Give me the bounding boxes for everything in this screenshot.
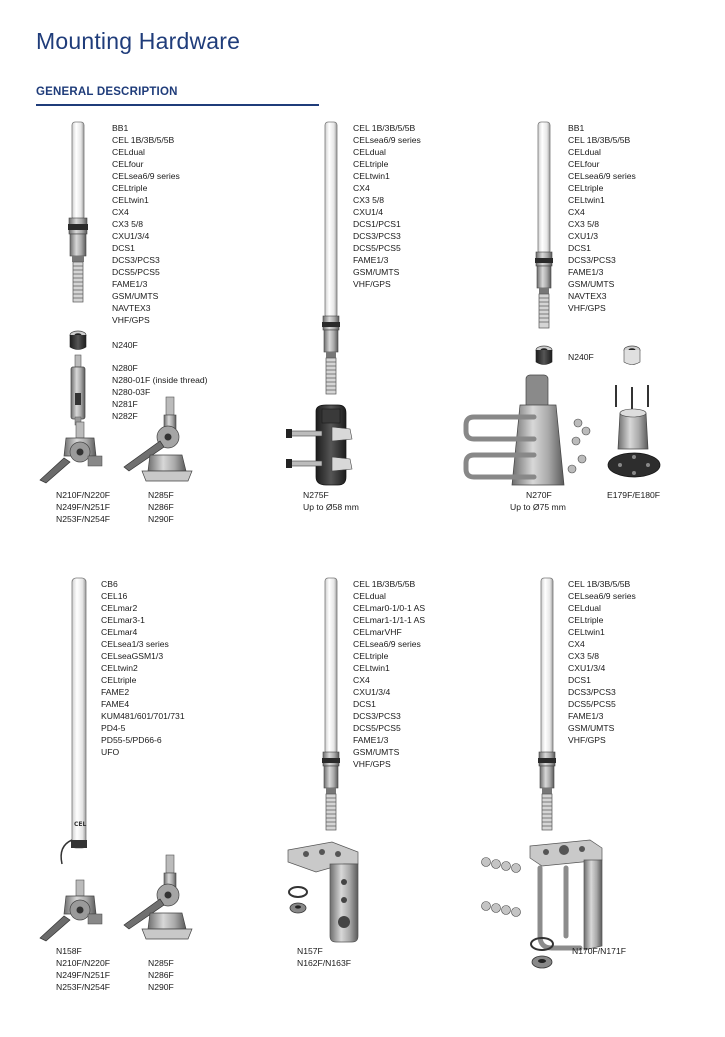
antenna-model: DCS1 bbox=[112, 243, 135, 253]
antenna-model: VHF/GPS bbox=[353, 279, 391, 289]
antenna-model: CELsea6/9 series bbox=[353, 135, 421, 145]
antenna-model: DCS3/PCS3 bbox=[568, 687, 616, 697]
antenna-model: CELfour bbox=[112, 159, 144, 169]
antenna-model: CELtriple bbox=[353, 651, 389, 661]
antenna-illustration bbox=[529, 122, 559, 332]
mount-model: N210F/N220F bbox=[56, 958, 110, 968]
antenna-model-list bbox=[112, 122, 180, 326]
antenna-model: FAME1/3 bbox=[353, 735, 389, 745]
antenna-model: CELtriple bbox=[101, 675, 137, 685]
antenna-model: CXU1/3/4 bbox=[112, 231, 150, 241]
antenna-model: VHF/GPS bbox=[112, 315, 150, 325]
antenna-model: CEL16 bbox=[101, 591, 128, 601]
mount-model: N253F/N254F bbox=[56, 982, 110, 992]
antenna-model: CXU1/3/4 bbox=[353, 687, 391, 697]
antenna-model: CELtriple bbox=[568, 183, 604, 193]
mount-a-label bbox=[510, 489, 566, 513]
mount-model: N249F/N251F bbox=[56, 502, 110, 512]
antenna-model: CELdual bbox=[353, 147, 386, 157]
antenna-model: BB1 bbox=[568, 123, 585, 133]
mount-model: N162F/N163F bbox=[297, 958, 351, 968]
antenna-illustration bbox=[532, 578, 562, 834]
mount-model: N210F/N220F bbox=[56, 490, 110, 500]
antenna-model: KUM481/601/701/731 bbox=[101, 711, 185, 721]
flagpole-bracket-illustration bbox=[120, 397, 194, 485]
antenna-illustration bbox=[316, 122, 346, 398]
mount-model: N158F bbox=[56, 946, 82, 956]
mount-model: N249F/N251F bbox=[56, 970, 110, 980]
antenna-model: CX4 bbox=[353, 675, 370, 685]
antenna-model: CELtriple bbox=[112, 183, 148, 193]
ratchet-mount-illustration bbox=[36, 422, 116, 484]
antenna-model: DCS5/PCS5 bbox=[112, 267, 160, 277]
mount-model: N286F bbox=[148, 970, 174, 980]
antenna-model: CEL 1B/3B/5/5B bbox=[112, 135, 175, 145]
mount-note: Up to Ø58 mm bbox=[303, 502, 359, 512]
antenna-model: VHF/GPS bbox=[353, 759, 391, 769]
antenna-model: CELmar1-1/1-1 AS bbox=[353, 615, 426, 625]
antenna-model: CELtwin1 bbox=[568, 627, 605, 637]
antenna-model: CELmarVHF bbox=[353, 627, 402, 637]
antenna-model: FAME1/3 bbox=[568, 267, 604, 277]
antenna-model: CELmar4 bbox=[101, 627, 138, 637]
page-title: Mounting Hardware bbox=[36, 28, 241, 54]
antenna-model: CX4 bbox=[568, 207, 585, 217]
antenna-model: DCS3/PCS3 bbox=[112, 255, 160, 265]
mount-a-label bbox=[56, 945, 110, 993]
antenna-model: DCS5/PCS5 bbox=[353, 243, 401, 253]
antenna-model-list bbox=[353, 578, 425, 770]
mount-model: N157F bbox=[297, 946, 323, 956]
adapter-label: N240F bbox=[568, 352, 594, 362]
antenna-model: CELmar3-1 bbox=[101, 615, 145, 625]
mount-model: N170F/N171F bbox=[572, 946, 626, 956]
antenna-model: DCS1 bbox=[568, 675, 591, 685]
antenna-model: CELsea1/3 series bbox=[101, 639, 169, 649]
antenna-model: PD55-5/PD66-6 bbox=[101, 735, 162, 745]
antenna-illustration bbox=[56, 578, 96, 868]
antenna-model: CELsea6/9 series bbox=[112, 171, 180, 181]
antenna-model-list bbox=[353, 122, 421, 290]
adapter-nut-illustration bbox=[622, 345, 642, 367]
antenna-model: DCS5/PCS5 bbox=[568, 699, 616, 709]
antenna-model: CELtwin1 bbox=[353, 663, 390, 673]
antenna-illustration bbox=[316, 578, 346, 834]
antenna-model: PD4-5 bbox=[101, 723, 126, 733]
antenna-model: NAVTEX3 bbox=[568, 291, 607, 301]
antenna-model: VHF/GPS bbox=[568, 735, 606, 745]
deck-mount-illustration bbox=[606, 385, 662, 481]
antenna-model: CELtriple bbox=[353, 159, 389, 169]
adapter-nut-illustration bbox=[68, 330, 88, 352]
antenna-model: CELseaGSM1/3 bbox=[101, 651, 164, 661]
mount-model: E179F/E180F bbox=[607, 490, 661, 500]
antenna-model: DCS3/PCS3 bbox=[568, 255, 616, 265]
adapter-label: N240F bbox=[112, 340, 138, 350]
adapter-model: N280F bbox=[112, 363, 138, 373]
flagpole-bracket-illustration bbox=[120, 855, 194, 943]
heading-rule bbox=[36, 104, 319, 106]
mount-model: N285F bbox=[148, 958, 174, 968]
antenna-model: CX3 5/8 bbox=[353, 195, 385, 205]
antenna-model: CX4 bbox=[112, 207, 129, 217]
antenna-model: CEL 1B/3B/5/5B bbox=[568, 135, 631, 145]
antenna-model: CELtwin1 bbox=[568, 195, 605, 205]
rail-mount-illustration bbox=[286, 405, 356, 485]
antenna-model-list bbox=[568, 578, 636, 746]
antenna-model: CX4 bbox=[568, 639, 585, 649]
antenna-model: GSM/UMTS bbox=[112, 291, 159, 301]
antenna-model: FAME1/3 bbox=[112, 279, 148, 289]
antenna-model: CELsea6/9 series bbox=[568, 171, 636, 181]
antenna-model: FAME1/3 bbox=[353, 255, 389, 265]
ratchet-mount-illustration bbox=[36, 880, 116, 942]
mount-label bbox=[572, 945, 626, 957]
adapter-model: N280-01F (inside thread) bbox=[112, 375, 208, 385]
antenna-model: CEL 1B/3B/5/5B bbox=[353, 123, 416, 133]
antenna-model: DCS3/PCS3 bbox=[353, 711, 401, 721]
antenna-model: GSM/UMTS bbox=[353, 267, 400, 277]
mount-model: N290F bbox=[148, 514, 174, 524]
adapter-model: N282F bbox=[112, 411, 138, 421]
antenna-model: CELdual bbox=[353, 591, 386, 601]
antenna-model: CELfour bbox=[568, 159, 600, 169]
antenna-model: CX3 5/8 bbox=[568, 219, 600, 229]
antenna-model: DCS1/PCS1 bbox=[353, 219, 401, 229]
mount-model: N290F bbox=[148, 982, 174, 992]
mount-model: N285F bbox=[148, 490, 174, 500]
antenna-model-list bbox=[568, 122, 636, 314]
antenna-model: FAME4 bbox=[101, 699, 130, 709]
antenna-model: DCS3/PCS3 bbox=[353, 231, 401, 241]
antenna-model: GSM/UMTS bbox=[353, 747, 400, 757]
antenna-model: CXU1/3/4 bbox=[568, 663, 606, 673]
antenna-model: CXU1/3 bbox=[568, 231, 599, 241]
antenna-model: CXU1/4 bbox=[353, 207, 384, 217]
angle-bracket-illustration bbox=[284, 842, 364, 942]
antenna-illustration bbox=[62, 122, 96, 307]
mount-a-label bbox=[56, 489, 110, 525]
antenna-model: CELdual bbox=[112, 147, 145, 157]
mount-b-label bbox=[607, 489, 660, 501]
antenna-model: FAME1/3 bbox=[568, 711, 604, 721]
mount-label bbox=[303, 489, 359, 513]
antenna-model: CELdual bbox=[568, 147, 601, 157]
mount-b-label bbox=[148, 489, 174, 525]
mount-model: N286F bbox=[148, 502, 174, 512]
antenna-model: CELmar0-1/0-1 AS bbox=[353, 603, 426, 613]
mast-clamp-illustration bbox=[464, 375, 604, 487]
antenna-model: DCS5/PCS5 bbox=[353, 723, 401, 733]
antenna-model: NAVTEX3 bbox=[112, 303, 151, 313]
antenna-model: CELmar2 bbox=[101, 603, 138, 613]
antenna-model: CX3 5/8 bbox=[112, 219, 144, 229]
antenna-model: DCS1 bbox=[353, 699, 376, 709]
antenna-model: CB6 bbox=[101, 579, 118, 589]
antenna-model: GSM/UMTS bbox=[568, 723, 615, 733]
antenna-model: CELtriple bbox=[568, 615, 604, 625]
antenna-model: CELsea6/9 series bbox=[568, 591, 636, 601]
antenna-brand: CEL bbox=[74, 821, 87, 828]
antenna-model-list bbox=[101, 578, 185, 758]
mount-model: N253F/N254F bbox=[56, 514, 110, 524]
mount-note: Up to Ø75 mm bbox=[510, 502, 566, 512]
antenna-model: CELsea6/9 series bbox=[353, 639, 421, 649]
antenna-model: CX3 5/8 bbox=[568, 651, 600, 661]
antenna-model: CELdual bbox=[568, 603, 601, 613]
adapter-model: N280-03F bbox=[112, 387, 151, 397]
extension-adapter-illustration bbox=[66, 355, 90, 425]
antenna-model: CEL 1B/3B/5/5B bbox=[568, 579, 631, 589]
antenna-model: BB1 bbox=[112, 123, 129, 133]
antenna-model: CELtwin2 bbox=[101, 663, 138, 673]
antenna-model: CEL 1B/3B/5/5B bbox=[353, 579, 416, 589]
mount-label bbox=[297, 945, 351, 969]
antenna-model: CELtwin1 bbox=[353, 171, 390, 181]
mount-b-label bbox=[148, 957, 174, 993]
antenna-model: UFO bbox=[101, 747, 120, 757]
section-heading: GENERAL DESCRIPTION bbox=[36, 86, 178, 98]
antenna-model: FAME2 bbox=[101, 687, 130, 697]
antenna-model: GSM/UMTS bbox=[568, 279, 615, 289]
adapter-model: N281F bbox=[112, 399, 138, 409]
antenna-model: VHF/GPS bbox=[568, 303, 606, 313]
adapter-nut-illustration bbox=[534, 345, 554, 367]
mount-model: N275F bbox=[303, 490, 329, 500]
antenna-model: DCS1 bbox=[568, 243, 591, 253]
antenna-model: CELtwin1 bbox=[112, 195, 149, 205]
antenna-model: CX4 bbox=[353, 183, 370, 193]
mount-model: N270F bbox=[526, 490, 552, 500]
